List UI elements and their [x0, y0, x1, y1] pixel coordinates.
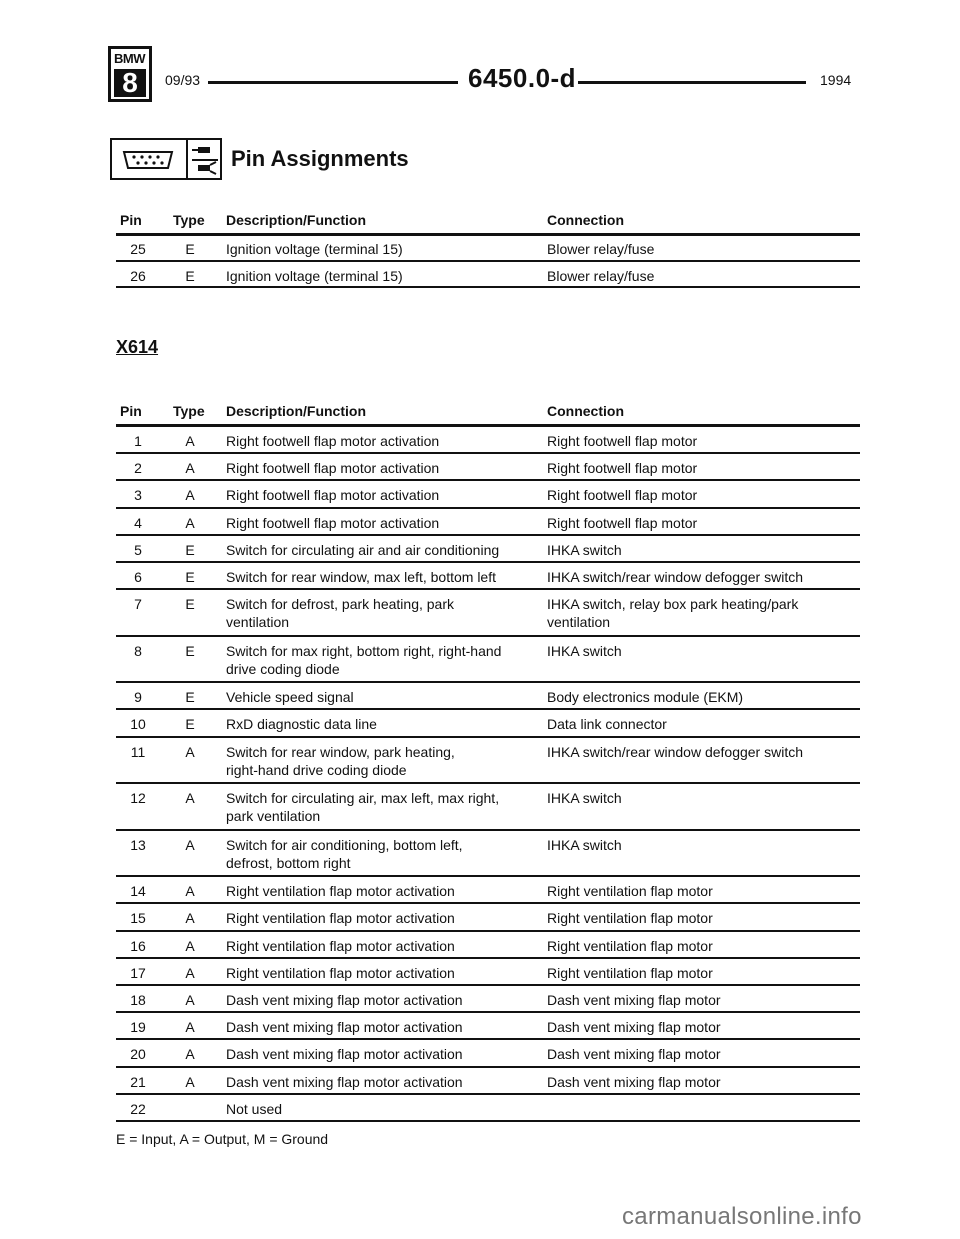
row-rule — [116, 902, 860, 904]
row-rule — [116, 708, 860, 710]
row-rule — [116, 1066, 860, 1068]
pin-type: E — [185, 716, 195, 733]
pin-number: 9 — [134, 689, 142, 706]
pin-connection: IHKA switch/rear window defogger switch — [547, 569, 803, 585]
row-rule — [116, 782, 860, 784]
pin-number: 11 — [130, 743, 146, 760]
pin-type: A — [185, 991, 195, 1008]
table2-header-rule — [116, 424, 860, 427]
pin-type: A — [185, 460, 195, 477]
pin-type: A — [185, 883, 195, 900]
pin-description: Switch for air conditioning, bottom left, — [226, 836, 463, 853]
col-description-header: Description/Function — [226, 403, 366, 419]
pin-number: 3 — [134, 487, 142, 504]
row-rule — [116, 260, 860, 262]
pin-type: A — [185, 1073, 195, 1090]
pin-type: E — [185, 541, 195, 558]
pin-connection: Data link connector — [547, 716, 667, 733]
pin-description: Right ventilation flap motor activation — [226, 910, 455, 927]
pin-type: A — [185, 743, 195, 760]
logo-model: 8 — [114, 69, 146, 97]
row-rule — [116, 984, 860, 986]
col-type-header: Type — [173, 212, 205, 228]
pin-connection: Right footwell flap motor — [547, 514, 698, 531]
table1-header-rule — [116, 233, 860, 236]
pin-description: Right ventilation flap motor activation — [226, 883, 455, 900]
pin-number: 10 — [130, 716, 146, 733]
col-connection-header: Connection — [547, 212, 624, 228]
pin-type: A — [185, 1019, 195, 1036]
pin-connection: IHKA switch, relay box park heating/park — [547, 596, 799, 613]
pin-description: Not used — [226, 1100, 283, 1117]
connector-label: X614 — [116, 337, 159, 357]
pin-connection: Right footwell flap motor — [547, 460, 698, 477]
watermark: carmanualsonline.info — [622, 1203, 862, 1230]
pin-connection: IHKA switch — [547, 642, 622, 659]
pin-number: 19 — [130, 1019, 146, 1036]
pin-description-continued: drive coding diode — [226, 660, 340, 677]
pin-number: 13 — [130, 836, 146, 853]
bmw-logo — [108, 46, 152, 102]
pin-connection: Dash vent mixing flap motor — [547, 1073, 721, 1090]
icon-divider — [186, 140, 188, 178]
pin-description: Dash vent mixing flap motor activation — [226, 991, 463, 1008]
section-title: Pin Assignments — [231, 146, 409, 171]
pin-type: A — [185, 514, 195, 531]
pin-connection: IHKA switch/rear window defogger switch — [547, 743, 803, 760]
pin-type: A — [185, 487, 195, 504]
col-pin-header: Pin — [120, 403, 142, 419]
pin-description: Right footwell flap motor activation — [226, 433, 440, 449]
pin-connection: IHKA switch — [547, 541, 622, 558]
pin-connection: Dash vent mixing flap motor — [547, 1019, 721, 1036]
pin-connection: Dash vent mixing flap motor — [547, 991, 721, 1008]
row-rule — [116, 507, 860, 509]
pin-description: Ignition voltage (terminal 15) — [226, 241, 403, 257]
row-rule — [116, 286, 860, 288]
pin-description: RxD diagnostic data line — [226, 716, 377, 733]
pin-description: Right ventilation flap motor activation — [226, 964, 455, 981]
row-rule — [116, 930, 860, 932]
pin-description: Dash vent mixing flap motor activation — [226, 1073, 463, 1090]
pin-number: 26 — [130, 267, 146, 284]
pin-number: 5 — [134, 541, 142, 558]
pin-type: A — [185, 937, 195, 954]
row-rule — [116, 588, 860, 590]
pin-number: 2 — [134, 460, 142, 477]
pin-number: 25 — [130, 241, 146, 257]
pin-description: Switch for max right, bottom right, right-hand — [226, 642, 502, 659]
connector-icon — [120, 150, 176, 170]
header-year: 1994 — [820, 72, 852, 88]
pin-description: Right footwell flap motor activation — [226, 460, 440, 477]
row-rule — [116, 875, 860, 877]
pin-type: A — [185, 964, 195, 981]
pin-description-continued: defrost, bottom right — [226, 854, 351, 871]
pin-type: E — [185, 569, 195, 585]
col-description-header: Description/Function — [226, 212, 366, 228]
pin-number: 14 — [130, 883, 146, 900]
pin-description-continued: right-hand drive coding diode — [226, 761, 407, 778]
pin-number: 15 — [130, 910, 146, 927]
pin-type: E — [185, 596, 195, 613]
page-header — [108, 46, 852, 102]
row-rule — [116, 1120, 860, 1122]
pin-description: Dash vent mixing flap motor activation — [226, 1019, 463, 1036]
row-rule — [116, 534, 860, 536]
pin-connection: Body electronics module (EKM) — [547, 689, 744, 706]
pin-type-icon — [192, 144, 218, 176]
pin-connection: IHKA switch — [547, 790, 622, 807]
pin-number: 1 — [134, 433, 142, 449]
pin-type: A — [185, 910, 195, 927]
document-number: 6450.0-d — [468, 63, 577, 93]
row-rule — [116, 1038, 860, 1040]
row-rule — [116, 635, 860, 637]
row-rule — [116, 957, 860, 959]
pin-number: 12 — [130, 790, 146, 807]
col-connection-header: Connection — [547, 403, 624, 419]
pin-description: Switch for circulating air, max left, max right, — [226, 790, 500, 807]
pin-connection: Blower relay/fuse — [547, 267, 655, 284]
pin-connection-continued: ventilation — [547, 614, 611, 631]
pin-number: 22 — [130, 1100, 146, 1117]
pin-connection: Right ventilation flap motor — [547, 964, 713, 981]
pin-connection: Right ventilation flap motor — [547, 910, 713, 927]
pin-type: A — [185, 790, 195, 807]
header-date: 09/93 — [165, 72, 201, 88]
pin-description-continued: park ventilation — [226, 808, 321, 825]
row-rule — [116, 829, 860, 831]
pin-number: 6 — [134, 569, 142, 585]
pin-connection: Right ventilation flap motor — [547, 883, 713, 900]
col-pin-header: Pin — [120, 212, 142, 228]
pin-description: Switch for circulating air and air conditioning — [226, 541, 500, 558]
pin-number: 16 — [130, 937, 146, 954]
section-icons — [110, 138, 222, 180]
pin-description: Right footwell flap motor activation — [226, 514, 440, 531]
pin-type: A — [185, 433, 195, 449]
pin-number: 20 — [130, 1046, 146, 1063]
pin-type: A — [185, 1046, 195, 1063]
row-rule — [116, 452, 860, 454]
pin-description: Switch for rear window, max left, bottom left — [226, 569, 496, 585]
pin-description: Vehicle speed signal — [226, 689, 354, 706]
pin-description: Switch for rear window, park heating, — [226, 743, 455, 760]
pin-type: E — [185, 642, 195, 659]
pin-connection: IHKA switch — [547, 836, 622, 853]
pin-number: 7 — [134, 596, 142, 613]
pin-description: Switch for defrost, park heating, park — [226, 596, 454, 613]
pin-description: Right footwell flap motor activation — [226, 487, 440, 504]
header-rule-left — [208, 81, 458, 84]
pin-number: 4 — [134, 514, 142, 531]
pin-type: E — [185, 689, 195, 706]
pin-number: 21 — [130, 1073, 146, 1090]
pin-type: E — [185, 241, 195, 257]
pin-description: Ignition voltage (terminal 15) — [226, 267, 403, 284]
pin-connection: Right ventilation flap motor — [547, 937, 713, 954]
pin-type: E — [185, 267, 195, 284]
row-rule — [116, 561, 860, 563]
row-rule — [116, 1093, 860, 1095]
pin-description: Dash vent mixing flap motor activation — [226, 1046, 463, 1063]
header-rule-right — [578, 81, 806, 84]
row-rule — [116, 681, 860, 683]
pin-connection: Dash vent mixing flap motor — [547, 1046, 721, 1063]
pin-number: 8 — [134, 642, 142, 659]
pin-description: Right ventilation flap motor activation — [226, 937, 455, 954]
row-rule — [116, 479, 860, 481]
pin-connection: Right footwell flap motor — [547, 433, 698, 449]
logo-brand: BMW — [114, 51, 145, 66]
pin-number: 18 — [130, 991, 146, 1008]
type-legend: E = Input, A = Output, M = Ground — [116, 1131, 329, 1147]
col-type-header: Type — [173, 403, 205, 419]
pin-connection: Blower relay/fuse — [547, 241, 655, 257]
row-rule — [116, 736, 860, 738]
pin-number: 17 — [130, 964, 146, 981]
pin-type: A — [185, 836, 195, 853]
row-rule — [116, 1011, 860, 1013]
pin-description-continued: ventilation — [226, 614, 290, 631]
pin-connection: Right footwell flap motor — [547, 487, 698, 504]
